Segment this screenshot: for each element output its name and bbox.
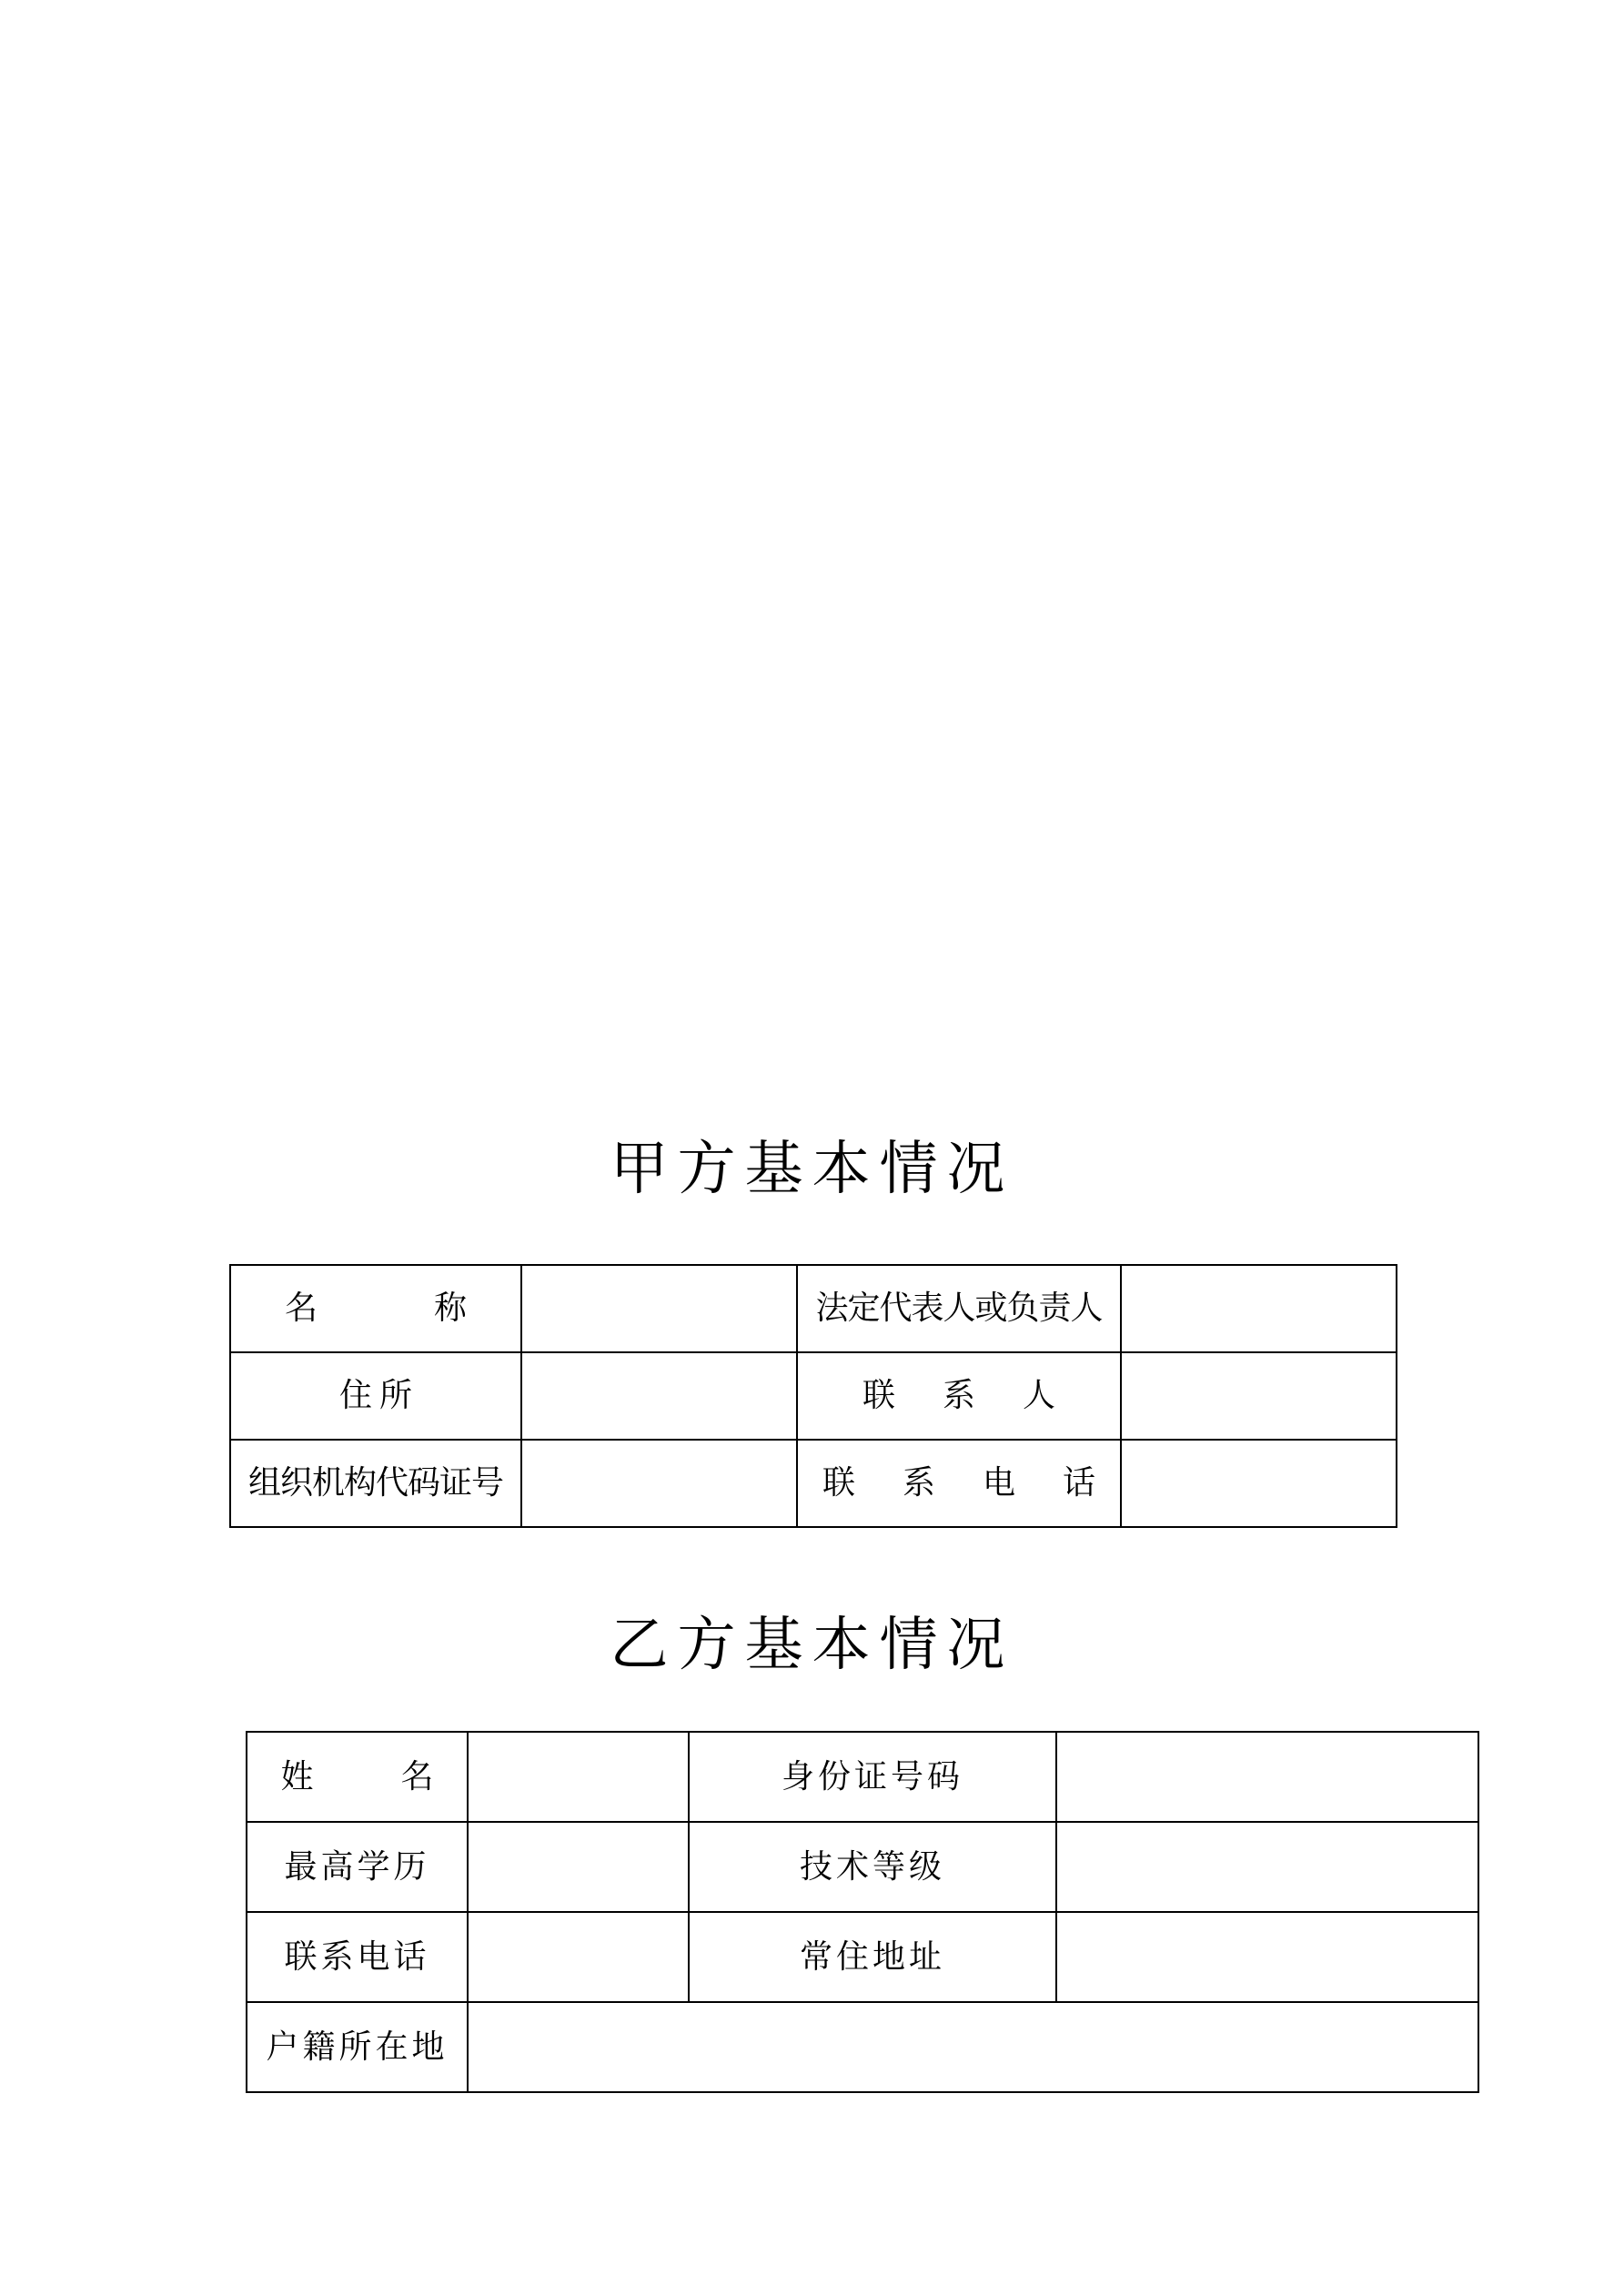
table-row: [230, 1352, 1397, 1440]
address-label: 住所: [338, 1377, 419, 1414]
table-row: [230, 1440, 1397, 1527]
label-cell: [247, 2002, 468, 2092]
phone-field[interactable]: [468, 1912, 689, 2002]
contact-person-label: 联 系 人: [862, 1377, 1063, 1414]
legal-representative-field[interactable]: [1121, 1265, 1397, 1352]
label-cell: [797, 1440, 1121, 1527]
table-row: [247, 2002, 1478, 2092]
party-a-title: 甲方基本情况: [610, 1136, 1014, 1203]
label-cell: [247, 1732, 468, 1822]
skill-level-field[interactable]: [1056, 1822, 1478, 1912]
label-cell: [689, 1822, 1056, 1912]
party-b-table: [246, 1731, 1479, 2093]
id-number-field[interactable]: [1056, 1732, 1478, 1822]
label-cell: [230, 1265, 521, 1352]
address-field[interactable]: [521, 1352, 797, 1440]
table-row: [247, 1822, 1478, 1912]
label-cell: [797, 1265, 1121, 1352]
person-name-field[interactable]: [468, 1732, 689, 1822]
table-row: [230, 1265, 1397, 1352]
label-cell: [797, 1352, 1121, 1440]
skill-level-label: 技术等级: [799, 1847, 945, 1886]
name-field[interactable]: [521, 1265, 797, 1352]
contact-phone-label: 联 系 电 话: [822, 1464, 1103, 1502]
id-number-label: 身份证号码: [781, 1757, 963, 1795]
household-registration-label: 户籍所在地: [266, 2028, 449, 2066]
table-row: [247, 1912, 1478, 2002]
label-cell: [689, 1912, 1056, 2002]
education-label: 最高学历: [284, 1847, 430, 1886]
education-field[interactable]: [468, 1822, 689, 1912]
legal-representative-label: 法定代表人或负责人: [815, 1290, 1103, 1327]
party-a-table: [229, 1264, 1397, 1528]
household-registration-field[interactable]: [468, 2002, 1478, 2092]
label-cell: [247, 1912, 468, 2002]
residence-address-field[interactable]: [1056, 1912, 1478, 2002]
contact-person-field[interactable]: [1121, 1352, 1397, 1440]
label-cell: [247, 1822, 468, 1912]
label-cell: [689, 1732, 1056, 1822]
residence-address-label: 常住地址: [799, 1937, 945, 1976]
org-code-field[interactable]: [521, 1440, 797, 1527]
name-label: 名 称: [284, 1290, 509, 1327]
phone-label: 联系电话: [284, 1937, 430, 1976]
org-code-label: 组织机构代码证号: [247, 1464, 503, 1502]
contact-phone-field[interactable]: [1121, 1440, 1397, 1527]
party-b-title: 乙方基本情况: [610, 1612, 1014, 1679]
label-cell: [230, 1352, 521, 1440]
label-cell: [230, 1440, 521, 1527]
person-name-label: 姓 名: [280, 1757, 461, 1795]
table-row: [247, 1732, 1478, 1822]
